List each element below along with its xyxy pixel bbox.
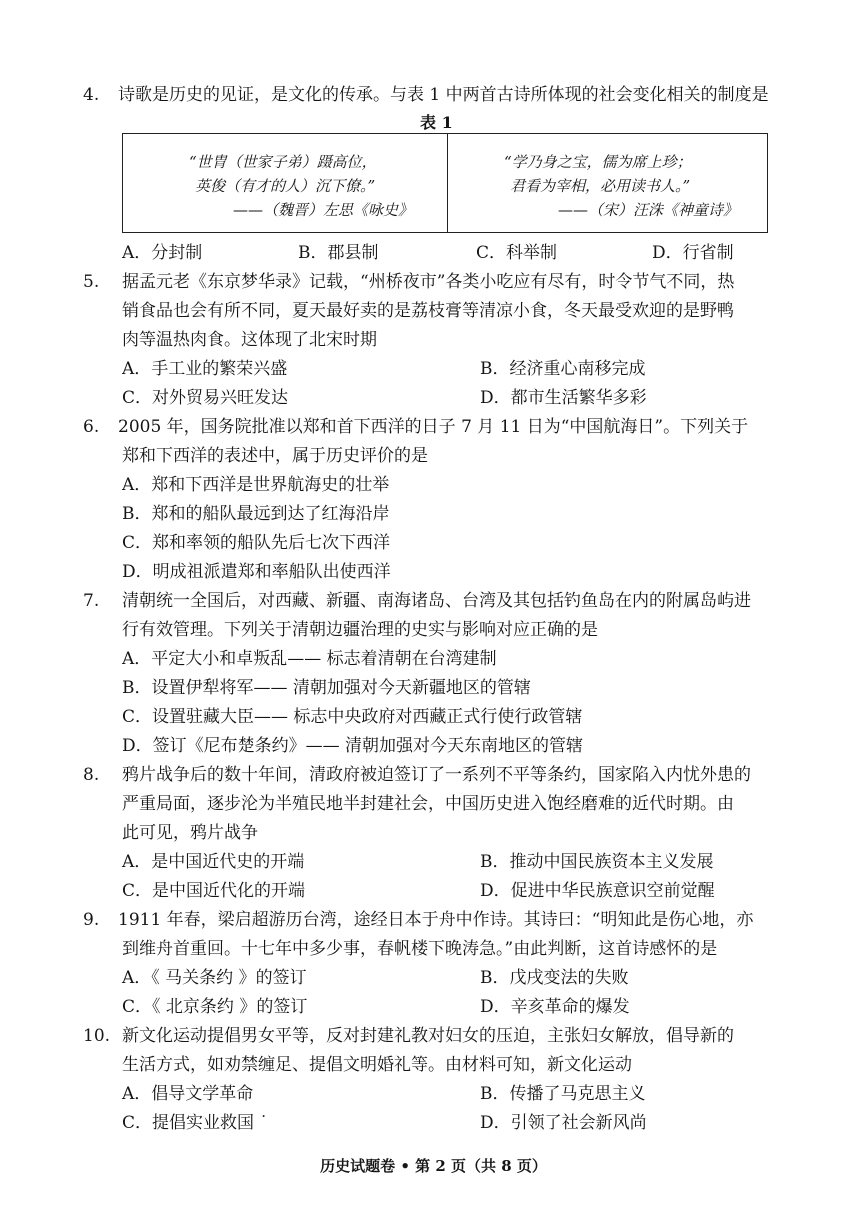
question-9-number: 9. xyxy=(83,910,100,930)
q8-option-a[interactable]: A．是中国近代史的开端 xyxy=(122,852,305,872)
poem-left-line-2: 英俊（有才的人）沉下僚。” xyxy=(195,177,376,195)
question-6-stem-line-2: 郑和下西洋的表述中，属于历史评价的是 xyxy=(122,446,428,466)
q5-option-b[interactable]: B．经济重心南移完成 xyxy=(480,359,646,379)
question-5-stem-line-2: 销食品也会有所不同，夏天最好卖的是荔枝膏等清凉小食，冬天最受欢迎的是野鸭 xyxy=(122,301,734,321)
question-6-stem-line-1: 2005 年，国务院批准以郑和首下西洋的日子 7 月 11 日为“中国航海日”。下列关于 xyxy=(118,417,749,437)
q10-option-c[interactable]: C．提倡实业救国 ˙ xyxy=(122,1113,268,1133)
question-10-number: 10. xyxy=(83,1026,111,1046)
question-4-number: 4. xyxy=(83,85,100,105)
question-8-stem-line-2: 严重局面，逐步沦为半殖民地半封建社会，中国历史进入饱经磨难的近代时期。由 xyxy=(122,794,734,814)
question-5-stem-line-3: 肉等温热肉食。这体现了北宋时期 xyxy=(122,330,377,350)
q5-option-a[interactable]: A．手工业的繁荣兴盛 xyxy=(122,359,288,379)
poem-right-line-1: “学乃身之宝，儒为席上珍； xyxy=(504,153,692,171)
q6-option-a[interactable]: A．郑和下西洋是世界航海史的壮举 xyxy=(122,475,390,495)
q10-option-b[interactable]: B．传播了马克思主义 xyxy=(480,1084,646,1104)
q4-option-b[interactable]: B．郡县制 xyxy=(298,243,379,263)
question-10-stem-line-2: 生活方式，如劝禁缠足、提倡文明婚礼等。由材料可知，新文化运动 xyxy=(122,1055,632,1075)
q9-option-c[interactable]: C．《 北京条约 》的签订 xyxy=(122,997,308,1017)
q6-option-c[interactable]: C．郑和率领的船队先后七次下西洋 xyxy=(122,533,391,553)
question-10-stem-line-1: 新文化运动提倡男女平等，反对封建礼教对妇女的压迫，主张妇女解放，倡导新的 xyxy=(122,1026,734,1046)
poem-table xyxy=(122,133,768,233)
question-7-number: 7. xyxy=(83,591,100,611)
poem-right-line-2: 君看为宰相，必用读书人。” xyxy=(510,177,691,195)
question-6-number: 6. xyxy=(83,417,100,437)
table-1-title: 表 1 xyxy=(420,113,453,132)
q8-option-c[interactable]: C．是中国近代化的开端 xyxy=(122,881,306,901)
q9-option-b[interactable]: B．戊戌变法的失败 xyxy=(480,968,629,988)
question-9-stem-line-2: 到维舟首重回。十七年中多少事，春帆楼下晚涛急。”由此判断，这首诗感怀的是 xyxy=(122,939,718,959)
q9-option-d[interactable]: D．辛亥革命的爆发 xyxy=(480,997,630,1017)
question-7-stem-line-1: 清朝统一全国后，对西藏、新疆、南海诸岛、台湾及其包括钓鱼岛在内的附属岛屿进 xyxy=(122,591,751,611)
q4-option-a[interactable]: A．分封制 xyxy=(122,243,203,263)
q8-option-d[interactable]: D．促进中华民族意识空前觉醒 xyxy=(480,881,715,901)
question-8-stem-line-1: 鸦片战争后的数十年间，清政府被迫签订了一系列不平等条约，国家陷入内忧外患的 xyxy=(122,765,751,785)
poem-right-source: ——（宋）汪洙《神童诗》 xyxy=(558,201,739,219)
question-4-stem: 诗歌是历史的见证，是文化的传承。与表 1 中两首古诗所体现的社会变化相关的制度是 xyxy=(118,85,769,105)
poem-left-cell xyxy=(123,134,448,232)
poem-right-cell xyxy=(448,134,767,232)
poem-left-source: ——（魏晋）左思《咏史》 xyxy=(233,201,414,219)
q6-option-d[interactable]: D．明成祖派遣郑和率船队出使西洋 xyxy=(122,562,391,582)
q4-option-c[interactable]: C．科举制 xyxy=(476,243,558,263)
poem-left-line-1: “世胄（世家子弟）蹑高位， xyxy=(189,153,377,171)
q7-option-a[interactable]: A．平定大小和卓叛乱—— 标志着清朝在台湾建制 xyxy=(122,649,497,669)
q9-option-a[interactable]: A．《 马关条约 》的签订 xyxy=(122,968,307,988)
q8-option-b[interactable]: B．推动中国民族资本主义发展 xyxy=(480,852,714,872)
q10-option-d[interactable]: D．引领了社会新风尚 xyxy=(480,1113,647,1133)
question-8-stem-line-3: 此可见，鸦片战争 xyxy=(122,823,258,843)
q5-option-d[interactable]: D．都市生活繁华多彩 xyxy=(480,388,647,408)
q7-option-c[interactable]: C．设置驻藏大臣—— 标志中央政府对西藏正式行使行政管辖 xyxy=(122,707,583,727)
q7-option-b[interactable]: B．设置伊犁将军—— 清朝加强对今天新疆地区的管辖 xyxy=(122,678,531,698)
question-5-stem-line-1: 据孟元老《东京梦华录》记载，“州桥夜市”各类小吃应有尽有，时令节气不同，热 xyxy=(122,272,735,292)
question-7-stem-line-2: 行有效管理。下列关于清朝边疆治理的史实与影响对应正确的是 xyxy=(122,620,598,640)
page-footer: 历史试题卷 • 第 2 页（共 8 页） xyxy=(320,1157,547,1175)
question-5-number: 5. xyxy=(83,272,100,292)
q4-option-d[interactable]: D．行省制 xyxy=(652,243,734,263)
question-9-stem-line-1: 1911 年春，梁启超游历台湾，途经日本于舟中作诗。其诗曰：“明知此是伤心地，亦 xyxy=(118,910,754,930)
q6-option-b[interactable]: B．郑和的船队最远到达了红海沿岸 xyxy=(122,504,390,524)
q7-option-d[interactable]: D．签订《尼布楚条约》—— 清朝加强对今天东南地区的管辖 xyxy=(122,736,584,756)
q10-option-a[interactable]: A．倡导文学革命 xyxy=(122,1084,254,1104)
q5-option-c[interactable]: C．对外贸易兴旺发达 xyxy=(122,388,289,408)
question-8-number: 8. xyxy=(83,765,100,785)
